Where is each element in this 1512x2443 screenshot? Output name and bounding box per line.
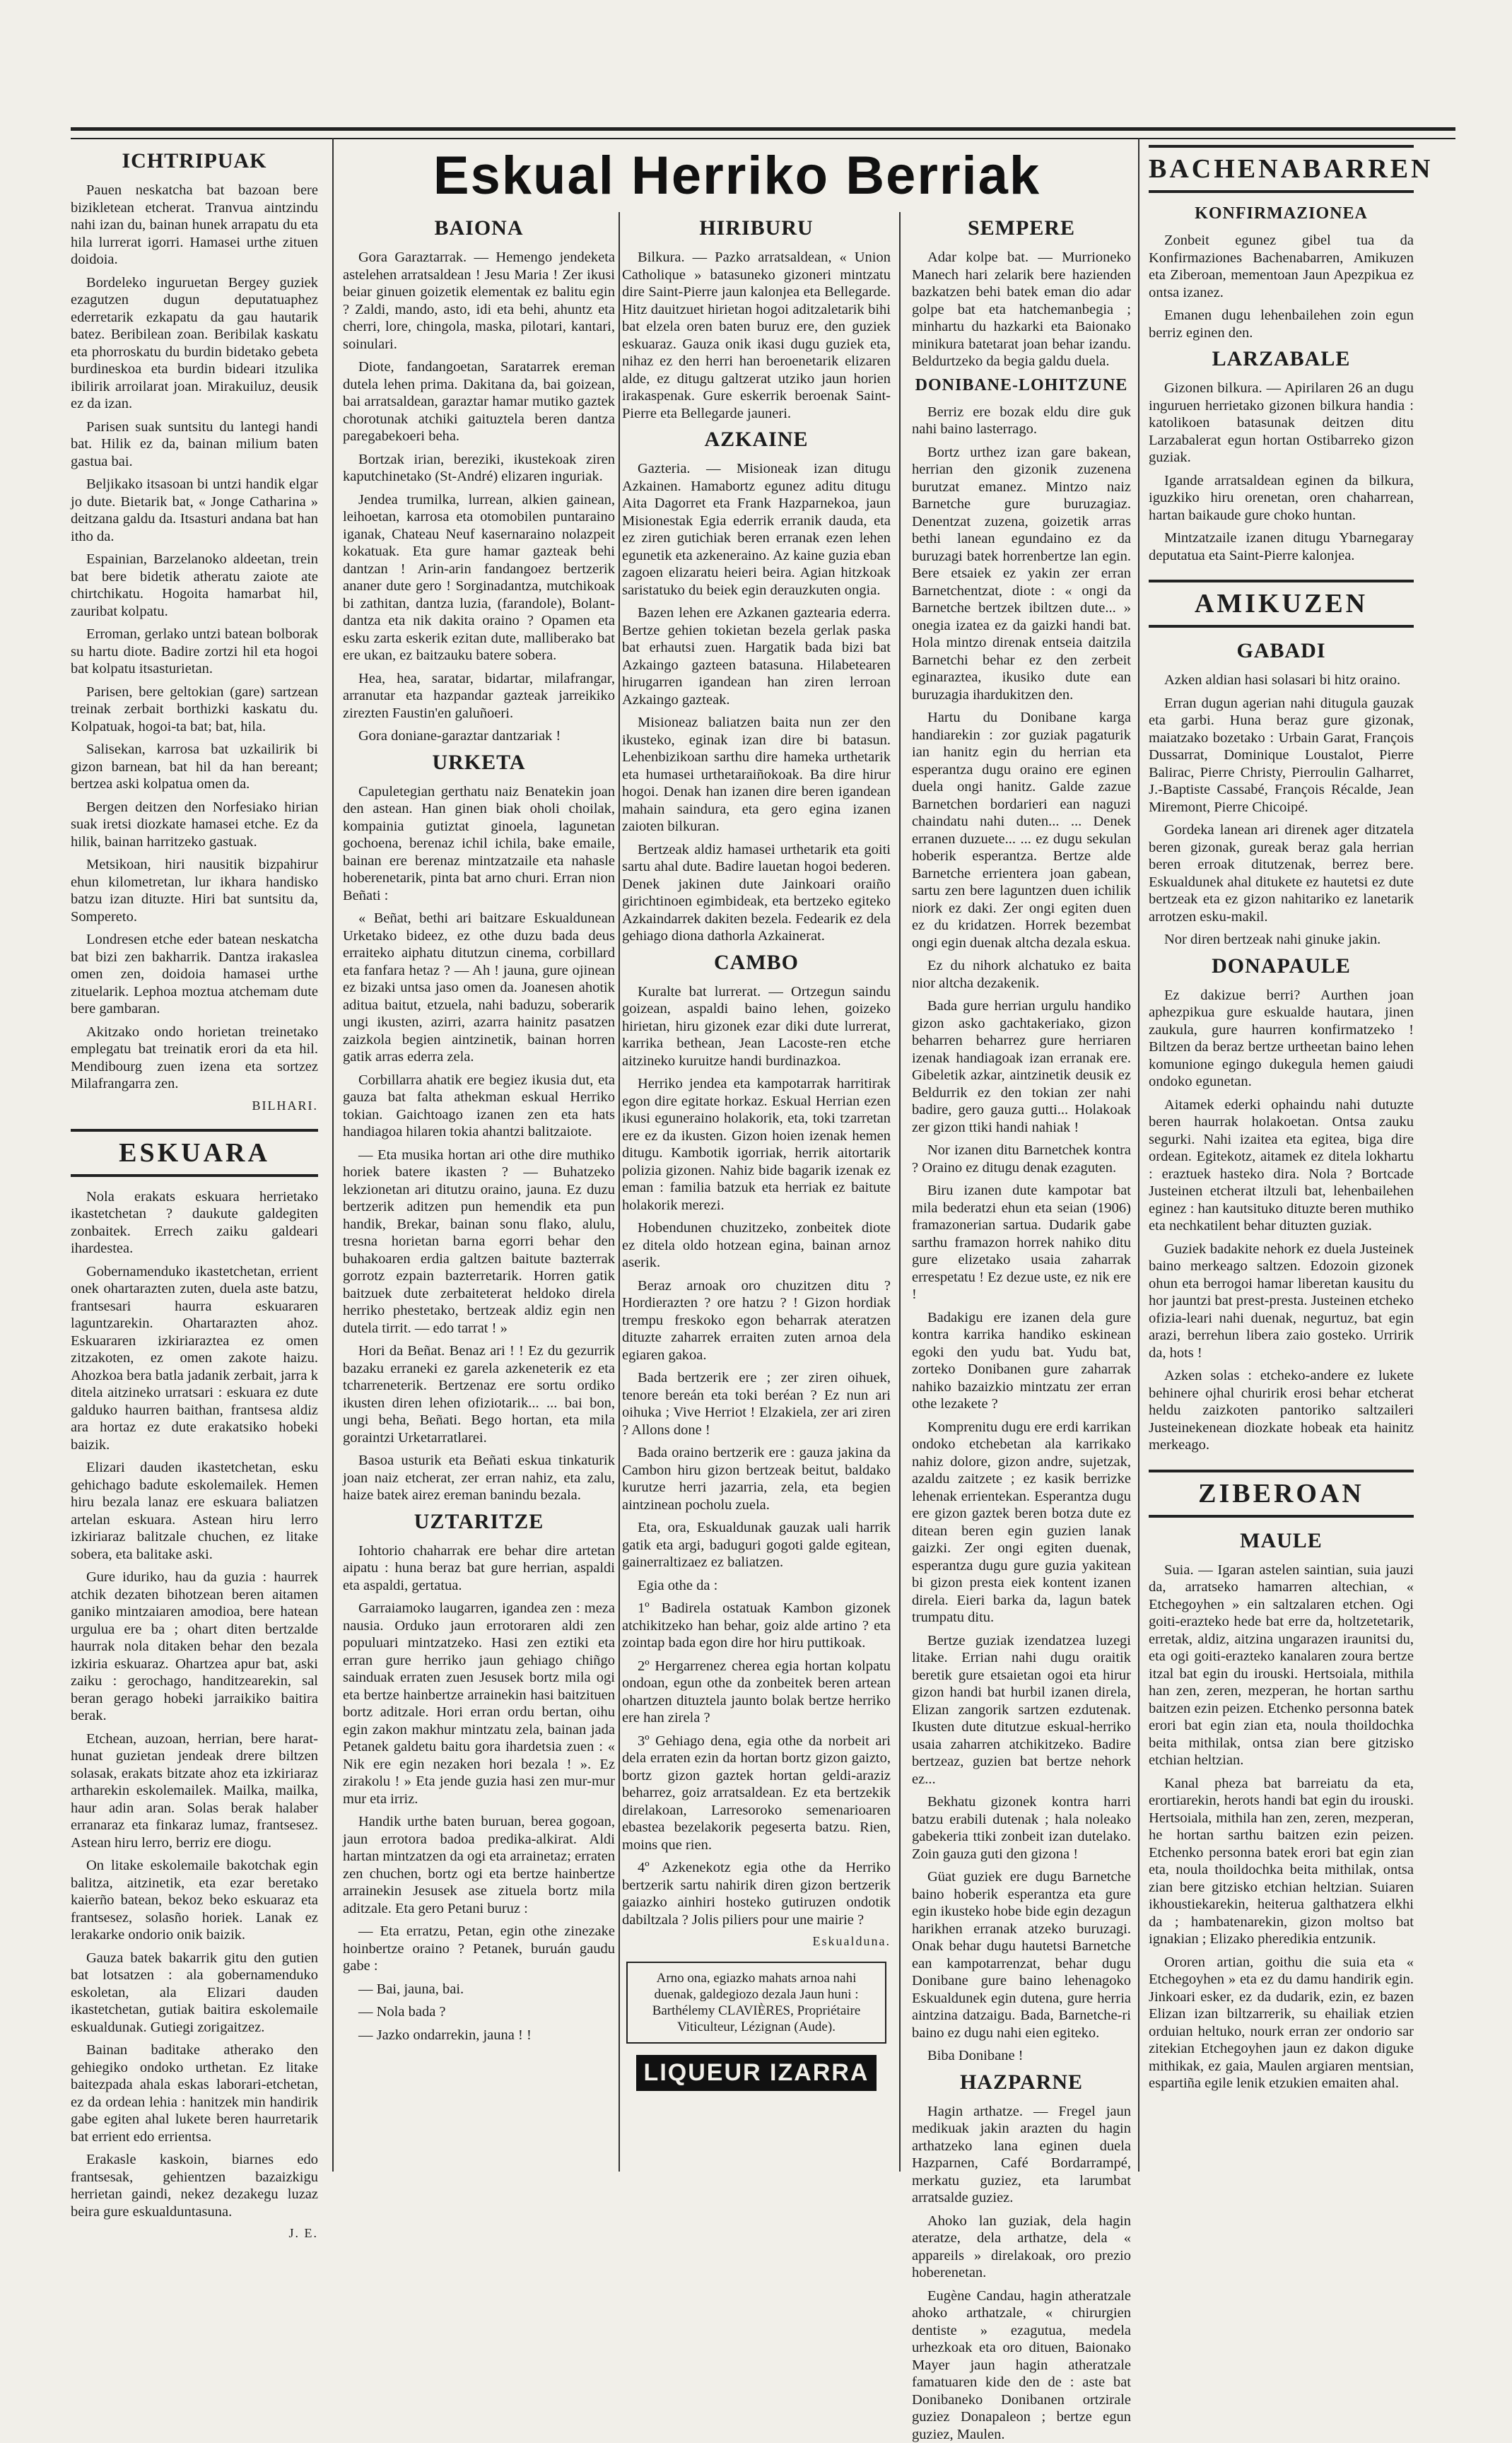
paragraph: Beljikako itsasoan bi untzi handik elgar jo dute. Bietarik bat, « Jonge Catharina » deitzana galdu da. Itsasturi andana bat han itho da. [71, 476, 318, 545]
paragraph: Salisekan, karrosa bat uzkailirik bi gizon barnean, bat hil da han bereant; bertzea aski kolpatua omen da. [71, 741, 318, 793]
paragraph: Bortzak irian, bereziki, ikustekoak ziren kaputchinetako (St-André) elizaren inguriak. [343, 451, 615, 486]
article-body [912, 404, 1131, 2065]
subsection-title-konfirmazionea: KONFIRMAZIONEA [1149, 204, 1414, 223]
paragraph: Elizari dauden ikastetchetan, esku gehichago badute eskolemailek. Hemen hiru bezala lanaz ere eskuara baliatzen artelan eskuara. Astean hiru lerro izkiriaraz balitzale chuchen, ez litake sobera, eta balitake aski. [71, 1459, 318, 1563]
paragraph: Azken solas : etcheko-andere ez lukete behinere ojhal churirik erosi behar etcherat heldu zaizkoten pantoriko saltzaileri Justeinekenean diozkate hobeak eta hainitz merkeago. [1149, 1367, 1414, 1454]
paragraph: Gauza batek bakarrik gitu den gutien bat lotsatzen : ala gobernamenduko eskoletan, ala Elizari dauden ikastetchetan, gutiak baitira eskolemaile eskualdunak. Gutiegi zorigaitzez. [71, 1950, 318, 2037]
paragraph: Corbillarra ahatik ere begiez ikusia dut, eta gauza bat falta athekman eskual Herriko tokian. Gaichtoago izanen zen eta hats handiagoa hilaren tokia ahantzi balitzaiote. [343, 1072, 615, 1141]
paragraph: Zonbeit egunez gibel tua da Konfirmaziones Bachenabarren, Amikuzen eta Ziberoan, mementoan Jaun Apezpikua ez ontsa izanez. [1149, 232, 1414, 301]
paragraph: Bergen deitzen den Norfesiako hirian suak iretsi diozkate hamasei etche. Ez da hilik, bainan harritzeko gastuak. [71, 799, 318, 851]
paragraph: Erran dugun agerian nahi ditugula gauzak eta garbi. Huna beraz gure gizonak, maiatzako bozetako : Urbain Garat, François Dussarrat, Dominique Loustalot, Pierre Balirac, Pierre Christy, Pierroulin Galharret, J.-Baptiste Cassabé, François Récalde, Jean Miremont, Pierre Chicoipé. [1149, 695, 1414, 816]
paragraph: — Bai, jauna, bai. [343, 1981, 615, 1998]
paragraph: « Beñat, bethi ari baitzare Eskualdunean Urketako bideez, ez othe duzu bada deus erraiteko aiphatu ditutzun cinema, corbillard eta fanfara hetaz ? — Ah ! jauna, gure ojinean ez bizaki untsa jaso omen da. Joanesen ahotik aditua baitut, etzuela, nahi baduzu, soberarik ungi ikusten, azirri, azarra hainitz pasatzen zaizkola begien aintzinetik, bainan horren gatik arras ederra zela. [343, 910, 615, 1066]
paragraph: Bazen lehen ere Azkanen gaztearia ederra. Bertze gehien tokietan bezela gerlak paska bat erhautsi zuen. Hargatik bada bizi bat Azkaingo gazteen batasuna. Hilabetearen hirugarren igandean han ziren lerroan Azkaingo gazteak. [622, 604, 891, 708]
section-title-bachenabarren: BACHENABARREN [1149, 145, 1414, 193]
paragraph: — Jazko ondarrekin, jauna ! ! [343, 2027, 615, 2044]
izarra-advertisement: LIQUEUR IZARRA [636, 2055, 877, 2091]
paragraph: Bertze guziak izendatzea luzegi litake. Errian nahi dugu oraitik beretik gure etsaietan ogoi eta hirur gizon handi bat hurbil izanen direla, Elizan zangorik sartzen ezdutenak. Ikusten dute ditutzue eskual-herriko usaia zaharren atchikitzeko. Badire bertzeaz, guzien bat bertze nehork ez... [912, 1632, 1131, 1788]
paragraph: Gora doniane-garaztar dantzariak ! [343, 727, 615, 745]
paragraph: Kanal pheza bat barreiatu da eta, erortiarekin, herots handi bat egin du irouski. Hertsoiala, mithila han zen, zeren, mezperan, he hortan sarthu baitzen ezin peizen. Etchenko personna batek erori bat egin zian eta, noula thoildochka beita mithilak, ontsa zian bere gitzisko etchian heltzian. Suiaren ikhoustiekarekin, heiterua galthatzera elkhi da ; hambatenarekin, gizon moltso bat ignakian ; Elizako pheredikia entzunik. [1149, 1775, 1414, 1948]
paragraph: Nola erakats eskuara herrietako ikastetchetan ? daukute galdegiten zonbaitek. Errech zaiku galdeari ihardestea. [71, 1188, 318, 1258]
paragraph: Iohtorio chaharrak ere behar dire artetan aipatu : huna beraz bat gure herrian, aspaldi eta aspaldi, gertatua. [343, 1542, 615, 1595]
paragraph: Nor izanen ditu Barnetchek kontra ? Oraino ez ditugu denak ezaguten. [912, 1142, 1131, 1176]
paragraph: Bada bertzerik ere ; zer ziren oihuek, tenore bereán eta toki beréan ? Ez nun ari oihuka ; Vive Herriot ! Elzakiela, zer ari ziren ? Allons done ! [622, 1369, 891, 1439]
paragraph: Bainan baditake atherako den gehiegiko ondoko urthetan. Ez litake baitezpada ahala eskas laborari-etchetan, ez da ordean lehia : hanitzek min handirik gabe egiten ahal lukete beren haurretarik bat errient edo errientsa. [71, 2041, 318, 2145]
paragraph: Igande arratsaldean eginen da bilkura, iguzkiko hiru orenetan, oren chaharrean, hartan baikaude gure choko huntan. [1149, 472, 1414, 525]
section-title-sempere: SEMPERE [912, 216, 1131, 240]
paragraph: Pauen neskatcha bat bazoan bere bizikletean etcherat. Tranvua aintzindu nahi izan du, bainan hunek arrapatu du eta hila lurrerat igorri. Hamasei urthe zituen doidoia. [71, 182, 318, 269]
paragraph: Handik urthe baten buruan, berea gogoan, jaun errotora badoa predika-alkirat. Aldi hartan mintzatzen da ogi eta arrainetaz; erraten zen chuchen, bortz ogi eta bertze hainbertze arrainekin Jesusek ase zituela bortz mila aditzale. Eta gero Petani buruz : [343, 1813, 615, 1917]
subsection-title-gabadi: GABADI [1149, 639, 1414, 663]
article-body [1149, 1562, 1414, 2092]
paragraph: Ororen artian, goithu die suia eta « Etchegoyhen » eta ez du damu handirik egin. Jinkoari esker, ez da dudarik, ezin, ez bazen Elizan izan biltzarrerik, su ehailiak etzien orduian heltuko, nourk erran zer ondorio sar zitekian Etchegoyhen jaun ez dakon diguke mithikak, ez gaia, Maulen argiaren mentsian, espartiña egile lenik etzukien emaiten ahal. [1149, 1954, 1414, 2092]
column-1 [71, 145, 318, 2172]
paragraph: 2º Hergarrenez cherea egia hortan kolpatu ondoan, egun othe da zonbeitek beren artean ohartzen dituztela jaunto bolak bertze herriko ere han zirela ? [622, 1658, 891, 1727]
column-rule [332, 138, 334, 2172]
paragraph: Hori da Beñat. Benaz ari ! ! Ez du gezurrik bazaku erraneki ez garela azkeneterik ez eta tcharreneterik. Bertzenaz ere sortu ordiko ikusten diren lehen ofiziotarik... ... bai bon, ungi beha, Beñati. Bego hortan, eta mila goraintzi Urketarratlarei. [343, 1342, 615, 1446]
paragraph: Metsikoan, hiri nausitik bizpahirur ehun kilometretan, lur ikhara handisko batzu izan dituzte. Hiri bat suntsitu da, Sompereto. [71, 856, 318, 925]
article-body [71, 182, 318, 1093]
wine-advertisement: Arno ona, egiazko mahats arnoa nahi duenak, galdegiozo dezala Jaun huni : Barthélemy CLAVIÈRES, Propriétaire Viticulteur, Lézignan (Aude). [626, 1962, 886, 2044]
paragraph: Misioneaz baliatzen baita nun zer den ikusteko, eginak izan dire bi batasun. Lehenbizikoan sarthu dire hameka urthetarik eta humasei urthetaraiñokoak. Ba dire hirur hogoi. Denak han izanen dire beren igandean mahain saindura, eta gero egina izanen zaioten bilkuran. [622, 714, 891, 836]
paragraph: Gobernamenduko ikastetchetan, errient onek ohartarazten zuten, duela aste batzu, frantsesari haurra eskuararen laguntzarekin. Ohartarazten ahoz. Eskuararen izkiriaraztea ez omen zitzakoten, ez omen zakote haizu. Ahozkoa bera batla jadanik zerbait, jarra k ditela aitzineko urratsari : eskuara ez dute galduko haurren baithan, frantsesa aldiz ara hortaz ez dute erakatsiko hobeki baizik. [71, 1263, 318, 1454]
paragraph: Bilkura. — Pazko arratsaldean, « Union Catholique » batasuneko gizoneri mintzatu dire Saint-Pierre jaun kalonjea eta Bellegarde. Hitz dauitzuet hirietan hogoi aditzaletarik bihi bat elzela oren baten buruz ere, den guziek eskuaraz. Gauza onik ikasi dugu guziek eta, nihaz ez den herri han beroenetarik elizaren alde, ez ditugu galtzerat utziko jaun horien irakaspenak. Gure eskerrik beroenak Saint-Pierre eta Bellegarde jauneri. [622, 249, 891, 422]
masthead: Eskual Herriko Berriak [343, 145, 1131, 209]
section-title-uztaritze: UZTARITZE [343, 1510, 615, 1534]
paragraph: Beraz arnoak oro chuzitzen ditu ? Hordierazten ? ore hatzu ? ! Gizon hordiak trempu freskoko egon beharrak ateratzen dituzte zaharrek erraiten zuten arnoa dela egiaren gakoa. [622, 1277, 891, 1364]
column-rule [1138, 138, 1139, 2172]
article-body [622, 983, 891, 1929]
paragraph: Hagin arthatze. — Fregel jaun medikuak jakin arazten du hagin arthatzeko lana eginen duela Hazparnen, Café Bordarrampé, merkatu guziez, eta larumbat arratsalde guziez. [912, 2103, 1131, 2207]
section-title-ichtripuak: ICHTRIPUAK [71, 149, 318, 173]
paragraph: Nor diren bertzeak nahi ginuke jakin. [1149, 931, 1414, 949]
paragraph: Ez dakizue berri? Aurthen joan aphezpikua gure eskualde hautara, jinen zaukula, gure haurren konfirmatzeko ! Biltzen da beraz bertze urtheetan baino lehen komunione egingo dukegula hemen gaiudi ondoko egunetan. [1149, 987, 1414, 1091]
paragraph: Suia. — Igaran astelen saintian, suia jauzi da, arratseko hamarren altechian, « Etchegoyhen » ein saltzalaren etchen. Ogi goiti-eraztekо hede bat erre da, holtzetetarik, erretak, aldiz, aitzina ungarazen iraunitsi du, eta ogi goiti-eraztekо kanalaren zoura bertze itzal bat egin du irouski. Hertsoiala, mithila han zen, zeren, mezperan, he hortan sarthu baitzen ezin peizen. Etchenko personna batek erori bat egin zian eta, noula thoildochka beita mithilak, ontsa zian bere gitzisko etchian heltzian. [1149, 1562, 1414, 1769]
article-body [343, 249, 615, 745]
paragraph: Parisen, bere geltokian (gare) sartzean treinak zerbait borthizki kaskatu du. Kolpatuak, hogoi-ta bat; bat, hila. [71, 684, 318, 736]
signature: Eskualduna. [622, 1934, 891, 1949]
article-body [1149, 672, 1414, 949]
section-title-eskuara: ESKUARA [71, 1129, 318, 1177]
paragraph: Emanen dugu lehenbailehen zoin egun berriz eginen den. [1149, 307, 1414, 341]
subsection-title-maule: MAULE [1149, 1529, 1414, 1553]
article-body [343, 1542, 615, 2044]
paragraph: Guziek badakite nehork ez duela Justeinek baino merkeago saltzen. Edozoin gizonek ohun eta berrogoi hamar liberetan kausitu du hor jauntzi bat prest-presta. Justeinen etcheko ofizia-leari nahi duenak, negurtuz, bat egin arazi, berrehun libera zaio gosteko. Urririk da, hots ! [1149, 1241, 1414, 1362]
paragraph: Diote, fandangoetan, Saratarrek ereman dutela lehen prima. Dakitana da, bai goizean, bai arratsaldean, garaztar hamar mutiko gaztek chorotunak atchiki gaituztela beren dantza paregabekoeri beha. [343, 358, 615, 445]
paragraph: Garraiamoko laugarren, igandea zen : meza nausia. Orduko jaun errotoraren aldi zen populuari mintzatzeko. Hasi zen eztiki eta erran gure herriko jaun gehiago chiñgo sainduak erraten zuen Jesusek bortz mila ogi eta bertze hainbertze arrainekin hasi baitzituen bortz aditzale. Hori erran ordu bertan, oihu egin zakon makhur mintzatu zela, bainan jada Petanek galdetu baitu gora ihardetsia zuen : « Nik ere egin nezaken hori bezala ! ». Ez zirakolu ! » Eta jende guzia hasi zen mur-mur mur eta irriz. [343, 1600, 615, 1808]
paragraph: Etchean, auzoan, herrian, bere harat-hunat guzietan jendeak drere biltzen solasak, erakats bitzate ahoz eta izkiriaraz artharekin eskolemailek. Mailka, mailka, haur adin aran. Solas berak halaber erranaraz eta finkaraz lumaz, frantsesez. Astean hiru lerro, berriz ere diogu. [71, 1730, 318, 1852]
section-title-larzabale: LARZABALE [1149, 347, 1414, 371]
section-title-hiriburu: HIRIBURU [622, 216, 891, 240]
top-rule [71, 127, 1455, 139]
article-body [1149, 380, 1414, 564]
section-title-amikuzen: AMIKUZEN [1149, 580, 1414, 628]
paragraph: Ahoko lan guziak, dela hagin ateratze, dela arthatze, dela « appareils » direlakoak, oro prezio hoberenetan. [912, 2213, 1131, 2282]
paragraph: 4º Azkenekotz egia othe da Herriko bertzerik sartu nahirik diren gizon bertzerik gaiazko ainhiri hosteko gutiruzen ondotik dabiltzala ? Jolis piliers pour une mairie ? [622, 1859, 891, 1928]
signature: BILHARI. [71, 1099, 318, 1113]
paragraph: — Eta musika hortan ari othe dire muthiko horiek batere ikasten ? — Buhatzeko lekzionetan ari ditutzu oraino, jauna. Ez duzu bertzerik aditzen pun hemendik eta pun handik, Brekar, bainan sonu flako, alulu, tresna horietan barna egorri behar den buhakoaren erdia galtzen baitute bazterrak gorrotz ezpain bazterretarik. Horren gatik baitzuek dute zerbaiteterat heldoko direla herriko phestetako, bertzeak aldiz egin nen dutela tirrit. — edo tarrat ! » [343, 1147, 615, 1337]
paragraph: Hea, hea, saratar, bidartar, milafrangar, arranutar eta hazpandar gazteak jarreikiko zirezten Faustin'en galuñoeri. [343, 670, 615, 722]
column-4 [912, 212, 1131, 2172]
paragraph: Badakigu ere izanen dela gure kontra karrika handiko eskinean egoki den yudu bat. Yudu bat, zorteko Donibanen gure zaharrak nahiko bazaizkio mintzatu zer erran othe lezakete ? [912, 1309, 1131, 1413]
section-title-cambo: CAMBO [622, 951, 891, 975]
paragraph: Azken aldian hasi solasari bi hitz oraino. [1149, 672, 1414, 689]
article-body [912, 2103, 1131, 2443]
paragraph: 1º Badirela ostatuak Kambon gizonek atchikitzeko han behar, goiz alde artino ? eta zointap bada egon dire hor hiru puttikoak. [622, 1600, 891, 1652]
section-title-azkaine: AZKAINE [622, 428, 891, 452]
paragraph: On litake eskolemaile bakotchak egin balitza, aitzinetik, eta ezar beretako kaierño batean, bekoz beko eskuaraz eta frantsesez, solasño horiek. Lanak ez lerakarke ondorio onik baizik. [71, 1857, 318, 1944]
article-body [1149, 987, 1414, 1454]
section-title-donibane: DONIBANE-LOHITZUNE [912, 376, 1131, 395]
article-body [71, 1188, 318, 2221]
paragraph: Herriko jendea eta kampotarrak harritirak egon dire egitate horkaz. Eskual Herrian ezen ikusi eguneraino holakorik, eta, toki tzarretan ere ez da ikusten. Gizon hoien izenak hemen ditugu. Kambotik igorriak, herrik aitortarik polizia gizonen. Nahiz bide bagarik izenak ez eman : familia batzuk eta herriak ez baitute holakorik merezi. [622, 1075, 891, 1214]
paragraph: Ez du nihork alchatuko ez baita nior altcha dezakenik. [912, 957, 1131, 992]
paragraph: Londresen etche eder batean neskatcha bat bizi zen bakharrik. Dantza irakaslea omen zen, doidoia hamasei urthe zituelarik. Lephoa moztua atchemam dute bere gambaran. [71, 931, 318, 1018]
paragraph: Jendea trumilka, lurrean, alkien gainean, leihoetan, karrosa eta otomobilen puntaraino iganak, Chateau Neuf kasernaraino nolazpeit kokatuak. Eta gure hamar gazteak behi dantzan ! Arin-arin fandangoez bertzerik ananer dute gero ! Sorginadantza, mutchikoak bi zathitan, dantza luzia, (farandole), Bolant-dantza eta nik dakita oraino ? Opamen eta esku zarta eskerik ezitan dute, malliberako bat ere ukan, ez baitzauku batere sobera. [343, 491, 615, 664]
paragraph: Biba Donibane ! [912, 2047, 1131, 2065]
paragraph: Adar kolpe bat. — Murrioneko Manech hari zelarik bere hazienden bazkatzen behi batek eman dio adar golpe bat eta hatchemanbegia ; minhartu du hazkarki eta Baionako minikura batetarat joan behar izandu. Beldurtzeko da begia galdu duela. [912, 249, 1131, 370]
paragraph: Berriz ere bozak eldu dire guk nahi baino lasterrago. [912, 404, 1131, 438]
paragraph: Bada gure herrian urgulu handiko gizon asko gachtakeriako, gizon beharren beharrez gure herriaren izenak handiagoak izan erranak ere. Gibeletik azkar, aintzinetik deusik ez Beldurrik ez den tokian zer nahi badire, gero gauza gutti... Holakoak zer gizon ttiki handi nahiak ! [912, 997, 1131, 1136]
paragraph: Mintzatzaile izanen ditugu Ybarnegaray deputatua eta Saint-Pierre kalonjea. [1149, 529, 1414, 564]
paragraph: Akitzako ondo horietan treinetako emplegatu bat treinatik erori da eta hil. Mendibourg zuen izena eta sortzez Milafrangarra zen. [71, 1024, 318, 1093]
paragraph: — Nola bada ? [343, 2003, 615, 2021]
paragraph: Erroman, gerlako untzi batean bolborak su hartu diote. Badire zortzi hil eta hogoi bat kolpatu itsasturietan. [71, 626, 318, 678]
section-title-baiona: BAIONA [343, 216, 615, 240]
article-body [622, 249, 891, 422]
paragraph: Gordeka lanean ari direnek ager ditzatela beren gizonak, gureak beraz gala herrian beren erroak ditutzenak, berrez bere. Eskualdunek ahal ditukete ez hautetsi ez dute bertzeak eta ez gizon nahitariko ez lanetarik arrotzen esku-makil. [1149, 821, 1414, 925]
paragraph: Eugène Candau, hagin atheratzale ahoko arthatzale, « chirurgien dentiste » ezagutua, medela urhezkoak eta oro dituen, Baionako Mayer jaun hagin atheratzale famatuaren kide den de : aste bat Donibaneko Donibanen ortzirale guziez Donapaleon ; bertze egun guziez, Maulen. [912, 2287, 1131, 2443]
paragraph: Gazteria. — Misioneak izan ditugu Azkainen. Hamabortz egunez aditu ditugu Aita Dagorret eta Frank Hazparnekoa, jaun Misionestak Egia ederrik erranik dauda, eta ez ziren gutichiak beren erranak ezen lehen egunetik eta azkeneraino. Az kaine guzia eban zagoen elizaratu heieri beira. Agian hitzkoak saristatuko du beiek egin derauzkuten ongia. [622, 460, 891, 599]
paragraph: Hartu du Donibane karga handiarekin : zor guziak pagaturik ian hanitz egin du herrian eta esperantza dugu oraino ere eginen duela ongi hanitz. Galde zazue Barnetchen bordarieri ean naguzi chaindatu nahi duten... ... Denek erranen duzuete... ... ez dugu sekulan hoberik esperantza. Bertze alde Barnetche errientera joan gabean, sartu zen bere laguntzen duen ichilik niork ez daki. Zer ongi egiten duen ez du kridatzen. Horrek bezembat ongi egin duenak altcha dezala eskua. [912, 709, 1131, 951]
paragraph: Gure iduriko, hau da guzia : haurrek atchik dezaten bihotzean beren aitamen ganiko mintzaiaren amodioa, bere hatean urgulua ere ba ; ohart diten bertzalde haurrak nola ditaken behar den bezala izkiria eskuaraz. Ohartzea apur bat, aski zaiku : gerochago, handitzearekin, sal beran gerago hobeki jarraikiko baitira berak. [71, 1569, 318, 1725]
paragraph: Gora Garaztarrak. — Hemengo jendeketa astelehen arratsaldean ! Jesu Maria ! Zer ikusi beiar ginuen goizetik elementak ez balitu egin ? Zaldi, mando, asto, idi eta behi, ahuntz eta cherri, lore, chingola, maska, pilotari, kantari, soinulari. [343, 249, 615, 353]
paragraph: Parisen suak suntsitu du lantegi handi bat. Hilik ez da, bainan milium baten gastua bai. [71, 418, 318, 471]
paragraph: Bekhatu gizonek kontra harri batzu erabili dutenak ; hala noleako gabekeria ttiki zonbeit izan dutelako. Zoin gauza guti den gizona ! [912, 1793, 1131, 1863]
paragraph: Bordeleko inguruetan Bergey guziek ezagutzen dugun deputatuaphez ederretarik ezkapatu da gau hautarik batez. Beribilean zoan. Beribilak kaskatu eta phorroskatu du burdin bidetako gebeta burdineskoa eta burdin bideari itzulika ibilirik arroilarat joan. Mirakuiluz, deusik ez da izan. [71, 274, 318, 413]
paragraph: 3º Gehiago dena, egia othe da norbeit ari dela erraten ezin da hortan bortz gizon gaizto, bortz gizon gaztek hortan geldi-araziz beharrez, goiz arratsaldean. Ez eta bertzekik direlakoan, Larresoroko semenarioaren ebastea bezelakorik pegeserta batzu. Rien, moins que rien. [622, 1733, 891, 1854]
paragraph: Hobendunen chuzitzeko, zonbeitek diote ez ditela oldo hotzean egina, bainan arnoz aserik. [622, 1219, 891, 1272]
paragraph: Basoa usturik eta Beñati eskua tinkaturik joan naiz etcherat, zer erran nahiz, eta zalu, haize batek airez ereman banindu bezala. [343, 1452, 615, 1504]
column-rule [899, 212, 901, 2172]
paragraph: Komprenitu dugu ere erdi karrikan ondoko etchebetan ala karrikako nahiz dolore, gizon andre, sujetzak, azaldu zaitzete ; ez kasik berrizke lehenak errientekan. Esperantza dugu ere gizon gaztek beren botza dute ez ditean beren egin guzien lanak gaizki. Zer ongi egiten duenak, esperantza dugu gure guzia yakitean bi gizon presta eiek kontent izanen direla. Eieri barka da, lagun batek trumpatu ditu. [912, 1419, 1131, 1627]
signature: J. E. [71, 2226, 318, 2241]
article-body [622, 460, 891, 945]
paragraph: — Eta erratzu, Petan, egin othe zinezake hoinbertze oraino ? Petanek, buruán gaudu gabe : [343, 1923, 615, 1975]
article-body [912, 249, 1131, 370]
column-3 [622, 212, 891, 2172]
paragraph: Gizonen bilkura. — Apirilaren 26 an dugu inguruen herrietako gizonen bilkura handia : katolikoen batasunak deitzen ditu Larzabalerat egun hortan Ostibarreko gizon guziak. [1149, 380, 1414, 467]
paragraph: Bada oraino bertzerik ere : gauza jakina da Cambon hiru gizon bertzeak beitut, baldako kurutze herri jazarria, zela, eta begien aintzinean pocholu zuela. [622, 1444, 891, 1513]
paragraph: Bortz urthez izan gare bakean, herrian den gizonik zuzenena burutzat emanez. Mintzo naiz Barnetche gure buruzagiaz. Denentzat zuzena, goizetik arras bethi lanean egundaino ez da buruzagi batek horrenbertze lan egin. Bere etsaiek ez yakin zer erran Barnetchentzat, diote : « ongi da Barnetche bertzek ibiltzen dute... » onegia izatea ez da gaizki handi bat. Hola mintzo direnak entseia daitzila Barnetchi behar ez den zerbeit eginaraztea, ikusiko dute ean buruzagia ihardukitzen den. [912, 444, 1131, 704]
column-2 [343, 212, 615, 2172]
section-title-hazparne: HAZPARNE [912, 2070, 1131, 2095]
paragraph: Güat guziek ere dugu Barnetche baino hoberik esperantza eta gure egin ikusteko hobe bide egin dezagun harikhen erranak atzeko buruzagi. Onak behar dugu hautetsi Barnetche ean kampotarrenzat, behar dugu Donibane gure baino lehenagoko Eskualdunek egin dutena, gure herria aintzina datzaigu. Bada, Barnetche-ri baino ez dugu nahi eien egiteko. [912, 1868, 1131, 2041]
column-rule [619, 212, 620, 2172]
paragraph: Espainian, Barzelanoko aldeetan, trein bat bere bidetik atheratu zaiote ate chirtchikatu. Hogoita hamarbat hil, zauribat kolpatu. [71, 551, 318, 620]
section-title-donapaule: DONAPAULE [1149, 954, 1414, 978]
paragraph: Egia othe da : [622, 1577, 891, 1595]
paragraph: Kuralte bat lurrerat. — Ortzegun saindu goizean, aspaldi baino lehen, goizeko hirietan, hiru gizonek ezar diki dute lurrerat, karrika bethean, Jean Lacoste-ren etche aitzineko kuruitze handi burdinazkoa. [622, 983, 891, 1070]
paragraph: Bertzeak aldiz hamasei urthetarik eta goiti sartu ahal dute. Badire lauetan hogoi bederen. Denek jakinen dute Jainkoari oraiño girichtinoen egimbideak, eta bertzeko egiteko Azkaindarrek dakiten bezela. Fedearik ez dela gehiago diona dathorla Azkainerat. [622, 841, 891, 945]
paragraph: Eta, ora, Eskualdunak gauzak uali harrik gatik eta argi, baduguri gogoti galde egitean, gainerraltizaez ez baliatzen. [622, 1519, 891, 1571]
article-body [1149, 232, 1414, 341]
section-title-urketa: URKETA [343, 751, 615, 775]
paragraph: Erakasle kaskoin, biarnes edo frantsesak, gehientzen bazaizkigu herrietan gaindi, nekez dezakegu luzaz beira gure eskualduntasuna. [71, 2151, 318, 2220]
paragraph: Aitamek ederki ophaindu nahi dutuzte beren haurrak holakoetan. Ontsa zauku segurki. Nahi izaitea eta egitea, biga dire ordean. Egitekotz, aitamek ez ditela lokhartu : eraztuek hasteko dira. Nola ? Bortcade Justeinen etcherat iltzuli bat, lehenbailehen eginez : han kautsituko dituzte beren muthiko eta nechkatilent behar dituzten guziak. [1149, 1096, 1414, 1235]
section-title-ziberoan: ZIBEROAN [1149, 1470, 1414, 1518]
paragraph: Capuletegian gerthatu naiz Benatekin joan den astean. Han ginen biak oholi choilak, kompainia gutiztat ginoela, lagunetan gochoena, berenaz ichil ichila, bake emaile, bainan ere berenaz mintzatzaile eta nahasle hoberenetarik, pinta bat arno churi. Erran nion Beñati : [343, 783, 615, 905]
article-body [343, 783, 615, 1504]
paragraph: Biru izanen dute kampotar bat mila bederatzi ehun eta seian (1906) framazonerian sartua. Dudarik gabe sarthu framazon horrek nahiko ditu gure elizetako usaia zaharrak errespetatu ! Ez dezue uste, ez nik ere ! [912, 1182, 1131, 1303]
column-5 [1149, 145, 1414, 2172]
